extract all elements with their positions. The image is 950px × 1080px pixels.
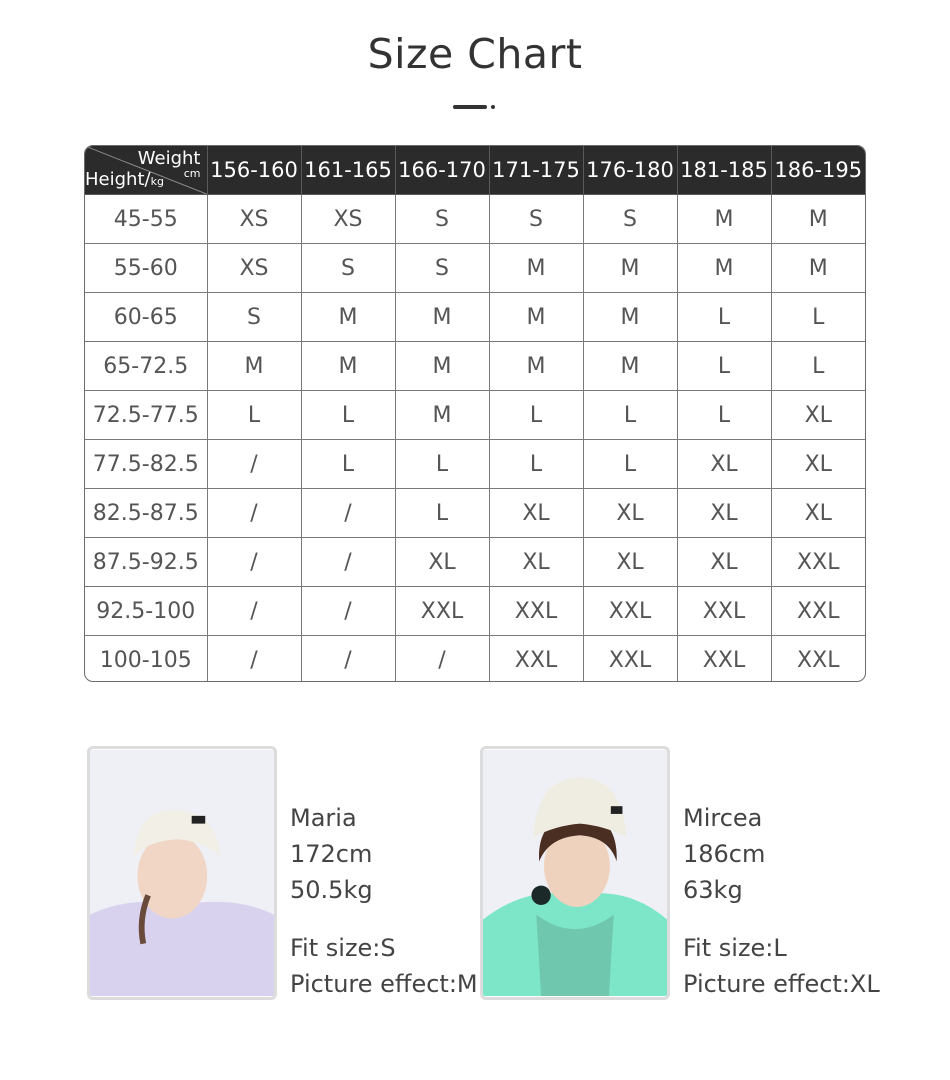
size-cell: L [489, 391, 583, 440]
table-row [85, 489, 865, 538]
size-cell: XL [489, 489, 583, 538]
size-cell: M [207, 342, 301, 391]
model-photo-maria [87, 746, 277, 1000]
table-row [85, 636, 865, 683]
corner-weight-text: Weight [137, 148, 201, 169]
size-cell: L [583, 391, 677, 440]
size-cell: L [301, 391, 395, 440]
size-cell: XL [771, 440, 865, 489]
model-name: Mircea [683, 804, 763, 832]
size-cell: S [489, 195, 583, 244]
table-row [85, 195, 865, 244]
size-cell: L [677, 342, 771, 391]
table-row [85, 293, 865, 342]
table-row [85, 440, 865, 489]
size-cell: / [207, 636, 301, 683]
model-weight: 50.5kg [290, 876, 373, 904]
size-cell: L [301, 440, 395, 489]
size-cell: XXL [677, 636, 771, 683]
size-cell: L [583, 440, 677, 489]
row-header: 87.5-92.5 [85, 538, 207, 587]
size-cell: M [489, 293, 583, 342]
size-cell: L [395, 489, 489, 538]
model-name: Maria [290, 804, 357, 832]
size-cell: M [583, 244, 677, 293]
size-cell: / [395, 636, 489, 683]
row-header: 60-65 [85, 293, 207, 342]
model-illustration [90, 749, 274, 997]
size-cell: XXL [489, 587, 583, 636]
size-chart-table-container [84, 145, 866, 682]
size-cell: XXL [583, 636, 677, 683]
size-cell: XL [677, 489, 771, 538]
size-cell: L [489, 440, 583, 489]
table-header-row [85, 146, 865, 195]
row-header: 72.5-77.5 [85, 391, 207, 440]
row-header: 55-60 [85, 244, 207, 293]
size-cell: / [301, 636, 395, 683]
size-cell: XL [489, 538, 583, 587]
corner-height-label [85, 170, 164, 192]
table-row [85, 587, 865, 636]
model-picture-effect: Picture effect:M [290, 970, 478, 998]
model-info-maria [290, 800, 478, 1002]
table-body [85, 195, 865, 683]
model-weight: 63kg [683, 876, 743, 904]
row-header: 65-72.5 [85, 342, 207, 391]
size-cell: M [301, 293, 395, 342]
size-cell: XXL [771, 538, 865, 587]
row-header: 45-55 [85, 195, 207, 244]
row-header: 82.5-87.5 [85, 489, 207, 538]
column-header: 186-195 [771, 146, 865, 195]
size-cell: XL [677, 538, 771, 587]
model-photo-mircea [480, 746, 670, 1000]
model-fit-size: Fit size:L [683, 934, 787, 962]
size-cell: / [301, 587, 395, 636]
size-cell: M [677, 195, 771, 244]
size-cell: M [395, 342, 489, 391]
corner-kg-unit: kg [150, 175, 164, 188]
size-cell: / [207, 587, 301, 636]
corner-cm-unit: cm [183, 167, 201, 180]
model-fit-size: Fit size:S [290, 934, 396, 962]
table-corner-header [85, 146, 207, 195]
size-cell: / [207, 489, 301, 538]
size-cell: XL [771, 489, 865, 538]
size-chart-table [85, 146, 865, 682]
model-info-mircea [683, 800, 880, 1002]
size-cell: M [489, 342, 583, 391]
size-cell: XXL [583, 587, 677, 636]
size-cell: XS [301, 195, 395, 244]
model-height: 186cm [683, 840, 766, 868]
size-cell: L [677, 391, 771, 440]
size-cell: M [771, 244, 865, 293]
row-header: 92.5-100 [85, 587, 207, 636]
size-cell: M [489, 244, 583, 293]
row-header: 100-105 [85, 636, 207, 683]
column-header: 166-170 [395, 146, 489, 195]
column-header: 171-175 [489, 146, 583, 195]
size-cell: / [301, 489, 395, 538]
corner-height-text: Height/ [85, 169, 151, 190]
size-cell: XS [207, 195, 301, 244]
size-cell: L [771, 342, 865, 391]
title-underline-dot [491, 105, 495, 109]
size-cell: M [395, 391, 489, 440]
size-cell: M [301, 342, 395, 391]
size-cell: XXL [489, 636, 583, 683]
row-header: 77.5-82.5 [85, 440, 207, 489]
table-row [85, 391, 865, 440]
column-header: 161-165 [301, 146, 395, 195]
table-row [85, 538, 865, 587]
size-cell: M [395, 293, 489, 342]
size-cell: XL [677, 440, 771, 489]
size-cell: S [583, 195, 677, 244]
size-cell: L [771, 293, 865, 342]
size-cell: / [207, 440, 301, 489]
size-cell: S [395, 195, 489, 244]
size-cell: M [771, 195, 865, 244]
size-cell: XXL [771, 636, 865, 683]
size-cell: XL [771, 391, 865, 440]
title-underline [453, 105, 487, 109]
model-picture-effect: Picture effect:XL [683, 970, 880, 998]
table-row [85, 244, 865, 293]
column-header: 181-185 [677, 146, 771, 195]
size-cell: M [583, 342, 677, 391]
size-cell: XXL [677, 587, 771, 636]
table-row [85, 342, 865, 391]
size-cell: XXL [395, 587, 489, 636]
column-header: 156-160 [207, 146, 301, 195]
model-height: 172cm [290, 840, 373, 868]
size-cell: / [301, 538, 395, 587]
size-cell: S [207, 293, 301, 342]
size-cell: L [677, 293, 771, 342]
size-cell: XL [583, 489, 677, 538]
size-cell: M [583, 293, 677, 342]
size-cell: XS [207, 244, 301, 293]
size-cell: L [207, 391, 301, 440]
size-cell: M [677, 244, 771, 293]
size-cell: XXL [771, 587, 865, 636]
size-cell: XL [583, 538, 677, 587]
size-cell: XL [395, 538, 489, 587]
model-illustration [483, 749, 667, 997]
page-title: Size Chart [367, 30, 583, 78]
column-header: 176-180 [583, 146, 677, 195]
size-cell: S [395, 244, 489, 293]
size-cell: S [301, 244, 395, 293]
size-cell: / [207, 538, 301, 587]
size-cell: L [395, 440, 489, 489]
